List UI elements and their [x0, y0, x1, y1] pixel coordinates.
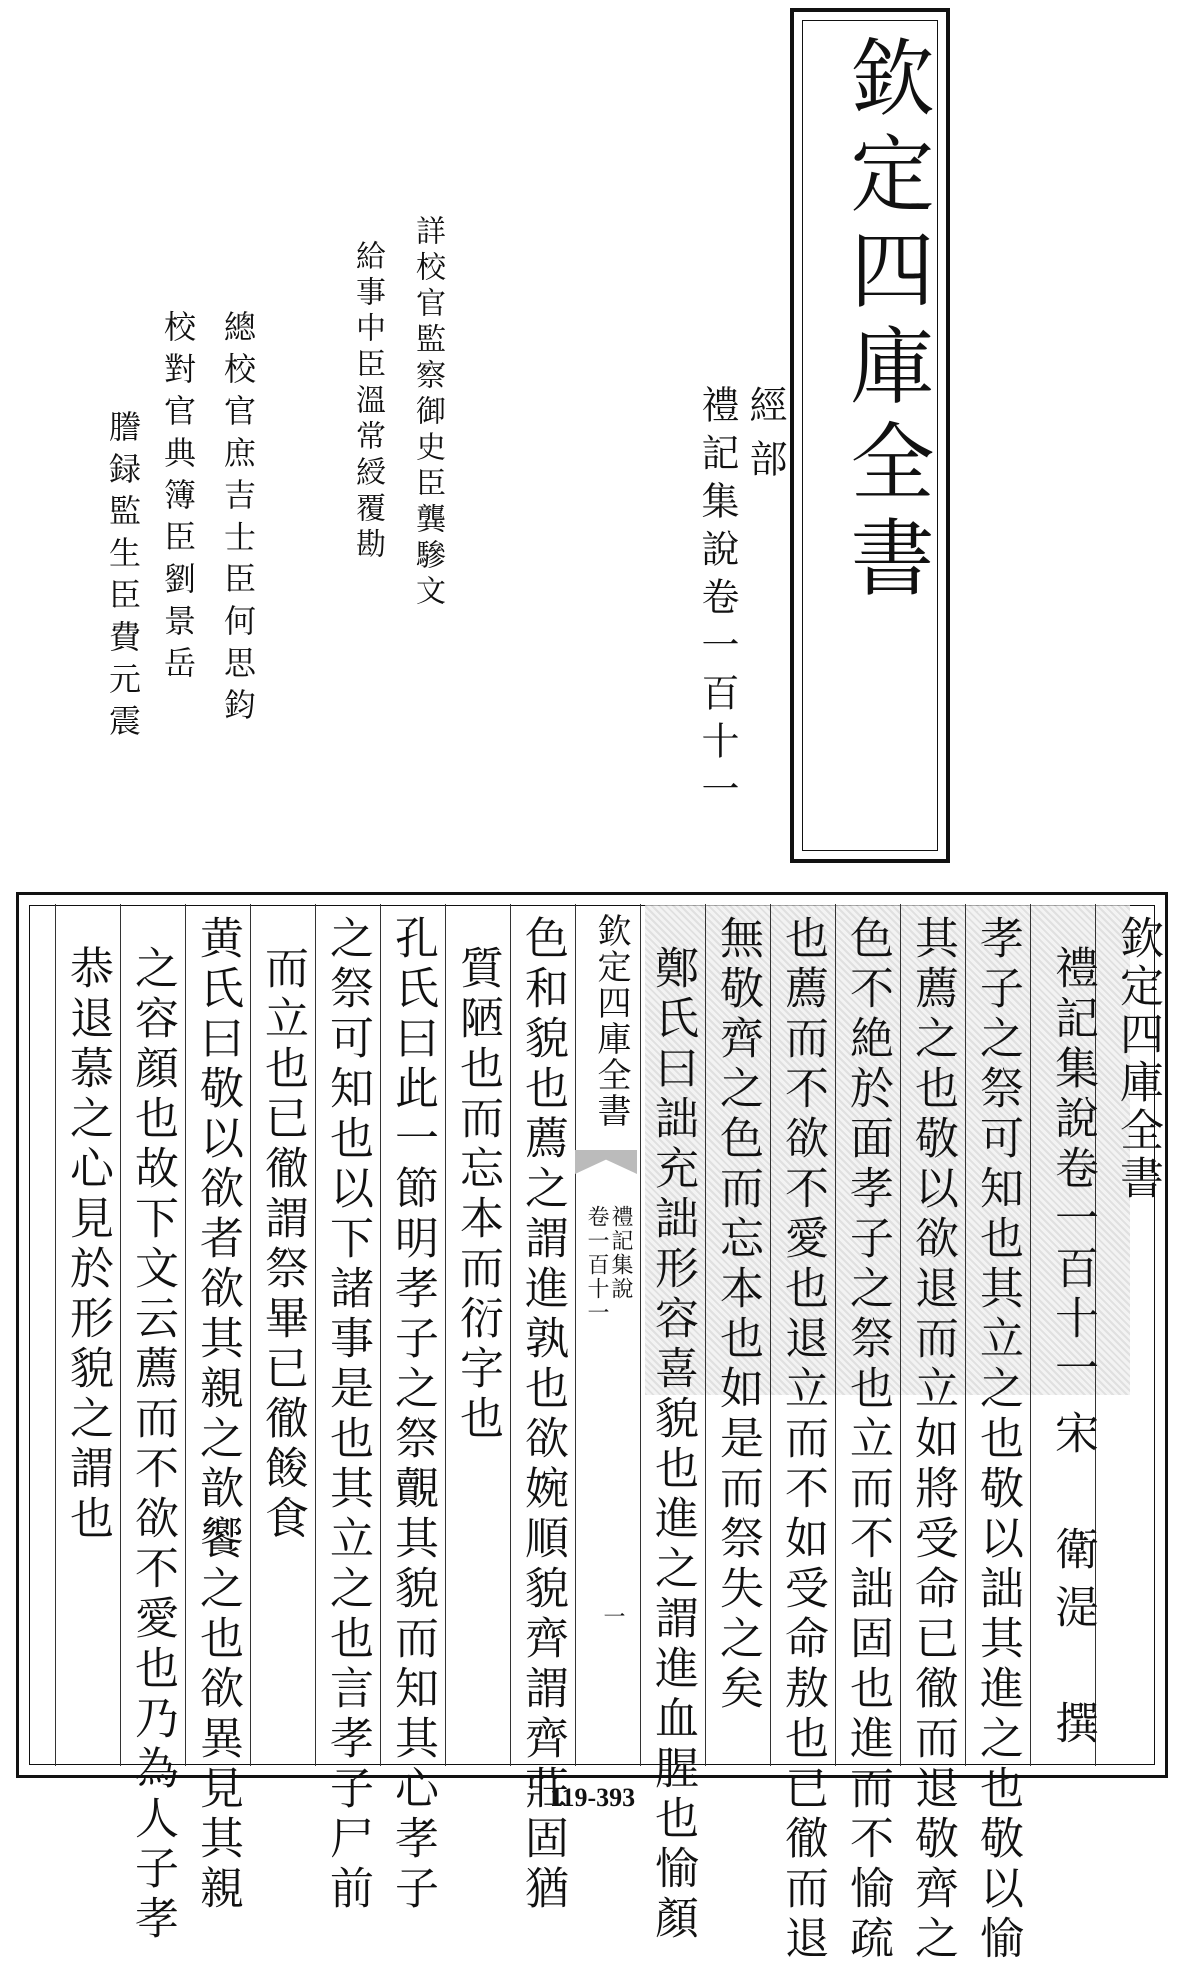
- text-column-2: 其薦之也敬以欲退而立如將受命已徹而退敬齊之: [907, 915, 958, 1965]
- text-column-6: 鄭氏曰詘充詘形容喜貌也進之謂進血腥也愉顏: [647, 945, 698, 1945]
- author-line: 宋 衛湜 撰: [1047, 1410, 1098, 1758]
- division-label: 經部: [743, 385, 787, 493]
- text-column-3: 色不絶於面孝子之祭也立而不詘固也進而不愉疏: [842, 915, 893, 1965]
- page-header: 欽定四庫全書: [1112, 915, 1163, 1203]
- center-page-number: 一: [600, 1605, 625, 1627]
- folio-number: 119-393: [549, 1783, 636, 1812]
- credit-chief-proofreader: 總校官庶吉士臣何思鈞: [219, 310, 257, 730]
- title-box: [790, 8, 950, 863]
- text-column-10: 之祭可知也以下諸事是也其立之也言孝子尸前: [322, 915, 373, 1915]
- text-column-14: 恭退慕之心見於形貌之謂也: [62, 945, 113, 1545]
- text-column-11: 而立也已徹謂祭畢已徹餕食: [257, 945, 308, 1545]
- collection-title: 欽定四庫全書: [837, 34, 935, 610]
- text-column-12: 黄氏曰敬以欲者欲其親之歆饗之也欲異見其親: [192, 915, 243, 1915]
- volume-title: 禮記集說卷一百十一: [695, 385, 739, 817]
- center-header: 欽定四庫全書: [591, 913, 631, 1129]
- credit-proofreader-detail: 詳校官監察御史臣龔驂文: [410, 215, 445, 611]
- text-column-5: 無敬齊之色而忘本也如是而祭失之矣: [712, 915, 763, 1715]
- text-column-1: 孝子之祭可知也其立之也敬以詘其進之也敬以愉: [972, 915, 1023, 1965]
- credits: [100, 215, 550, 750]
- center-title: 禮記集說: [608, 1205, 633, 1301]
- text-column-4: 也薦而不欲不愛也退立而不如受命敖也已徹而退: [777, 915, 828, 1965]
- center-strip: [575, 905, 637, 1767]
- center-volume: 卷一百十一: [584, 1205, 609, 1325]
- text-column-7: 色和貌也薦之謂進孰也欲婉順貌齊謂齊莊固猶: [517, 915, 568, 1915]
- credit-copyist: 謄録監生臣費元震: [104, 410, 142, 746]
- text-column-8: 質陋也而忘本而衍字也: [452, 945, 503, 1445]
- credit-editor: 給事中臣溫常綬覆勘: [350, 240, 385, 564]
- text-column-13: 之容顔也故下文云薦而不欲不愛也乃為人子孝: [127, 945, 178, 1945]
- text-column-9: 孔氏曰此一節明孝子之祭覿其貌而知其心孝子: [387, 915, 438, 1915]
- credit-collator: 校對官典簿臣劉景岳: [159, 310, 197, 688]
- volume-heading: 禮記集說卷一百十一: [1047, 945, 1098, 1395]
